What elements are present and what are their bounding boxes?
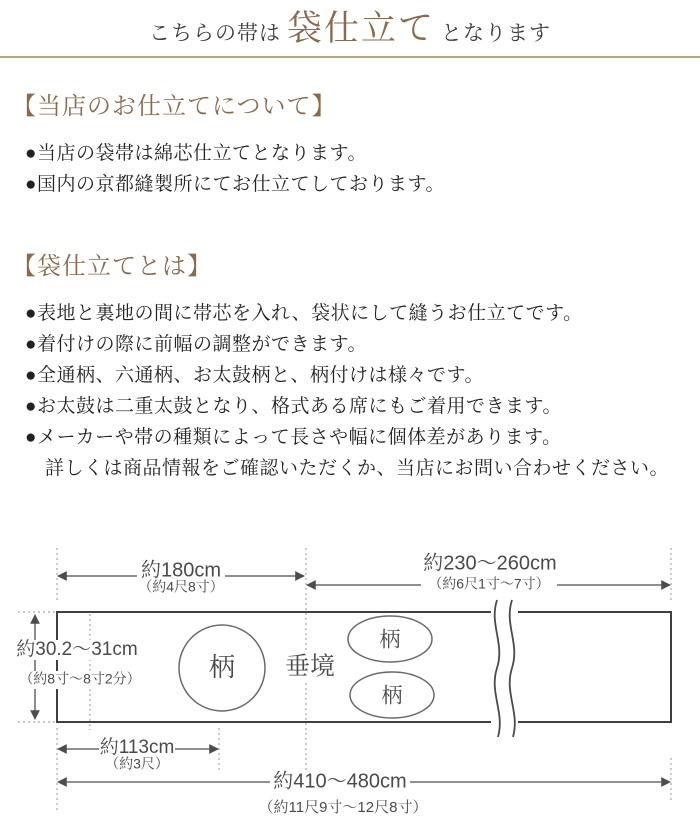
section-fukuro-jitate bbox=[12, 252, 688, 484]
page-title bbox=[0, 0, 700, 56]
boundary-label: 垂境 bbox=[284, 652, 336, 681]
bullet-list bbox=[25, 298, 688, 453]
dim-top-left-cm-label: 約180cm bbox=[140, 559, 222, 582]
pattern-ellipse-top-label: 柄 bbox=[379, 628, 401, 652]
pattern-ellipse-bottom-label: 柄 bbox=[381, 684, 403, 708]
dim-total-shaku-label: （約11尺9寸〜12尺8寸） bbox=[258, 798, 428, 816]
page-title-highlight: 袋仕立て bbox=[286, 9, 435, 48]
dim-tesaki-shaku-label: （約3尺） bbox=[105, 755, 169, 772]
note-line: 詳しくは商品情報をご確認いただくか、当店にお問い合わせください。 bbox=[45, 458, 670, 479]
dim-tesaki-cm-label: 約113cm bbox=[99, 737, 175, 759]
dim-total-cm-label: 約410〜480cm bbox=[273, 770, 407, 793]
divider-rule bbox=[0, 56, 700, 58]
bullet-item: ●お太鼓は二重太鼓となり、格式ある席にもご着用できます。 bbox=[25, 396, 562, 417]
bullet-list bbox=[25, 138, 688, 200]
bullet-item: ●全通柄、六通柄、お太鼓柄と、柄付けは様々です。 bbox=[25, 365, 484, 386]
bullet-item: ●当店の袋帯は綿芯仕立てとなります。 bbox=[25, 143, 367, 164]
dim-width-cm-label: 約30.2〜31cm bbox=[16, 639, 138, 661]
section-heading: 【当店のお仕立てについて】 bbox=[12, 94, 337, 120]
section-heading: 【袋仕立てとは】 bbox=[12, 254, 212, 280]
page-title-suffix: となります bbox=[441, 21, 551, 45]
bullet-item: ●国内の京都縫製所にてお仕立てしております。 bbox=[25, 174, 445, 195]
dim-width-shaku-label: （約8寸〜8寸2分） bbox=[19, 670, 141, 687]
dim-top-left-shaku-label: （約4尺8寸） bbox=[138, 578, 224, 595]
pattern-circle-label: 柄 bbox=[208, 651, 236, 682]
dim-top-right-cm-label: 約230〜260cm bbox=[423, 552, 557, 575]
bullet-item: ●着付けの際に前幅の調整ができます。 bbox=[25, 334, 367, 355]
dim-top-right-shaku-label: （約6尺1寸〜7寸） bbox=[428, 575, 550, 592]
obi-measurement-diagram bbox=[0, 540, 700, 840]
bullet-item: ●メーカーや帯の種類によって長さや幅に個体差があります。 bbox=[25, 427, 562, 448]
obi-diagram-svg bbox=[0, 540, 700, 840]
bullet-item: ●表地と裏地の間に帯芯を入れ、袋状にして縫うお仕立てです。 bbox=[25, 303, 583, 324]
section-about-tailoring bbox=[12, 92, 688, 200]
page-title-prefix: こちらの帯は bbox=[148, 21, 281, 45]
